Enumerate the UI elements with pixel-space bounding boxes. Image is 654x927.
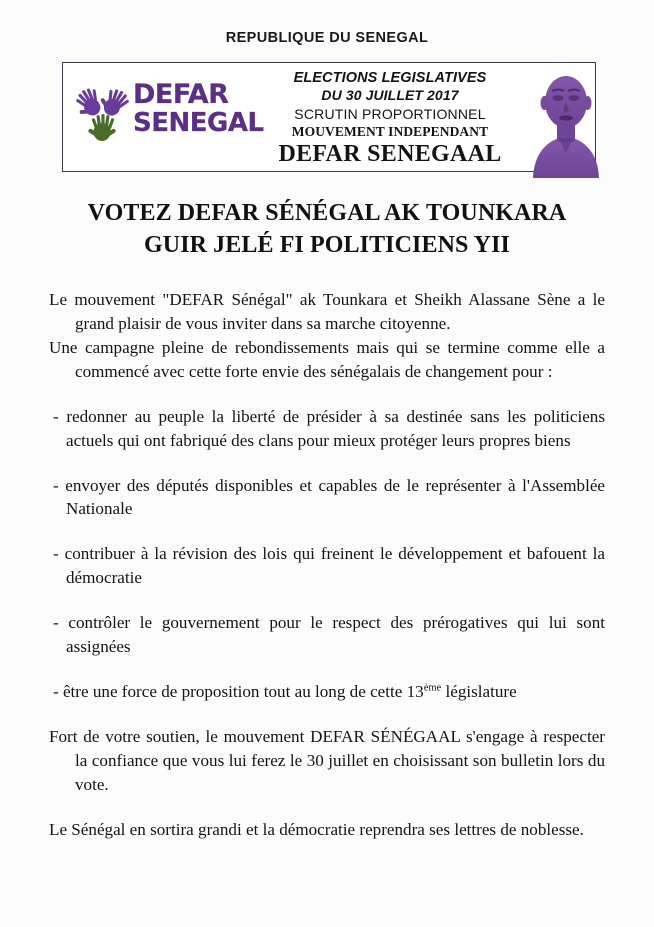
intro-paragraph-1: Le mouvement "DEFAR Sénégal" ak Tounkara et Sheikh Alassane Sène a le grand plaisir de vous inviter dans sa marche citoyenne. <box>49 290 605 333</box>
spacer <box>49 521 605 542</box>
ordinal-suffix: ème <box>423 682 442 694</box>
banner-line-mouvement: MOUVEMENT INDEPENDANT <box>291 123 489 139</box>
headline <box>0 198 654 261</box>
intro-paragraph-2: Une campagne pleine de rebondissements mais qui se termine comme elle a commencé avec cette forte envie des sénégalais de changement pour : <box>49 337 605 381</box>
headline-line-2: GUIR JELÉ FI POLITICIENS YII <box>144 231 510 258</box>
page-title: REPUBLIQUE DU SENEGAL <box>225 30 429 46</box>
list-item: - contribuer à la révision des lois qui freinent le développement et bafouent la démocratie <box>53 544 605 588</box>
candidate-portrait <box>523 58 609 178</box>
banner-line-date: DU 30 JUILLET 2017 <box>321 87 459 104</box>
logo-wordmark <box>133 79 264 138</box>
spacer <box>49 453 605 474</box>
campaign-banner <box>62 62 596 172</box>
list-item: - contrôler le gouvernement pour le respect des prérogatives qui lui sont assignées <box>53 613 605 657</box>
document-body <box>49 288 605 842</box>
spacer <box>49 384 605 405</box>
closing-paragraph-2: Le Sénégal en sortira grandi et la démocratie reprendra ses lettres de noblesse. <box>49 819 584 839</box>
spacer <box>49 590 605 611</box>
logo-word-defar: DEFAR <box>133 79 229 110</box>
banner-line-scrutin: SCRUTIN PROPORTIONNEL <box>294 105 486 122</box>
headline-line-1: VOTEZ DEFAR SÉNÉGAL AK TOUNKARA <box>87 200 567 226</box>
banner-line-defar-senegaal: DEFAR SENEGAAL <box>278 141 502 168</box>
defar-senegal-logo <box>71 77 264 161</box>
list-item: - redonner au peuple la liberté de présider à sa destinée sans les politiciens actuels qui ont fabriqué des clans pour mieux protéger leurs propres biens <box>53 406 605 450</box>
banner-text-block <box>259 69 521 169</box>
list-item-text-after: législature <box>441 682 517 702</box>
spacer <box>49 797 605 818</box>
list-item-text-before: - être une force de proposition tout au long de cette 13 <box>53 682 424 702</box>
logo-word-senegal: SENEGAL <box>133 107 264 138</box>
closing-paragraph-1: Fort de votre soutien, le mouvement DEFAR SÉNÉGAAL s'engage à respecter la confiance que vous lui ferez le 30 juillet en choisissant son bulletin lors du vote. <box>49 726 605 794</box>
spacer <box>49 659 605 680</box>
spacer <box>49 704 605 725</box>
list-item <box>49 680 605 704</box>
list-item: - envoyer des députés disponibles et capables de le représenter à l'Assemblée Nationale <box>53 475 605 519</box>
three-hands-icon <box>75 83 133 145</box>
banner-line-elections: ELECTIONS LEGISLATIVES <box>293 70 487 86</box>
